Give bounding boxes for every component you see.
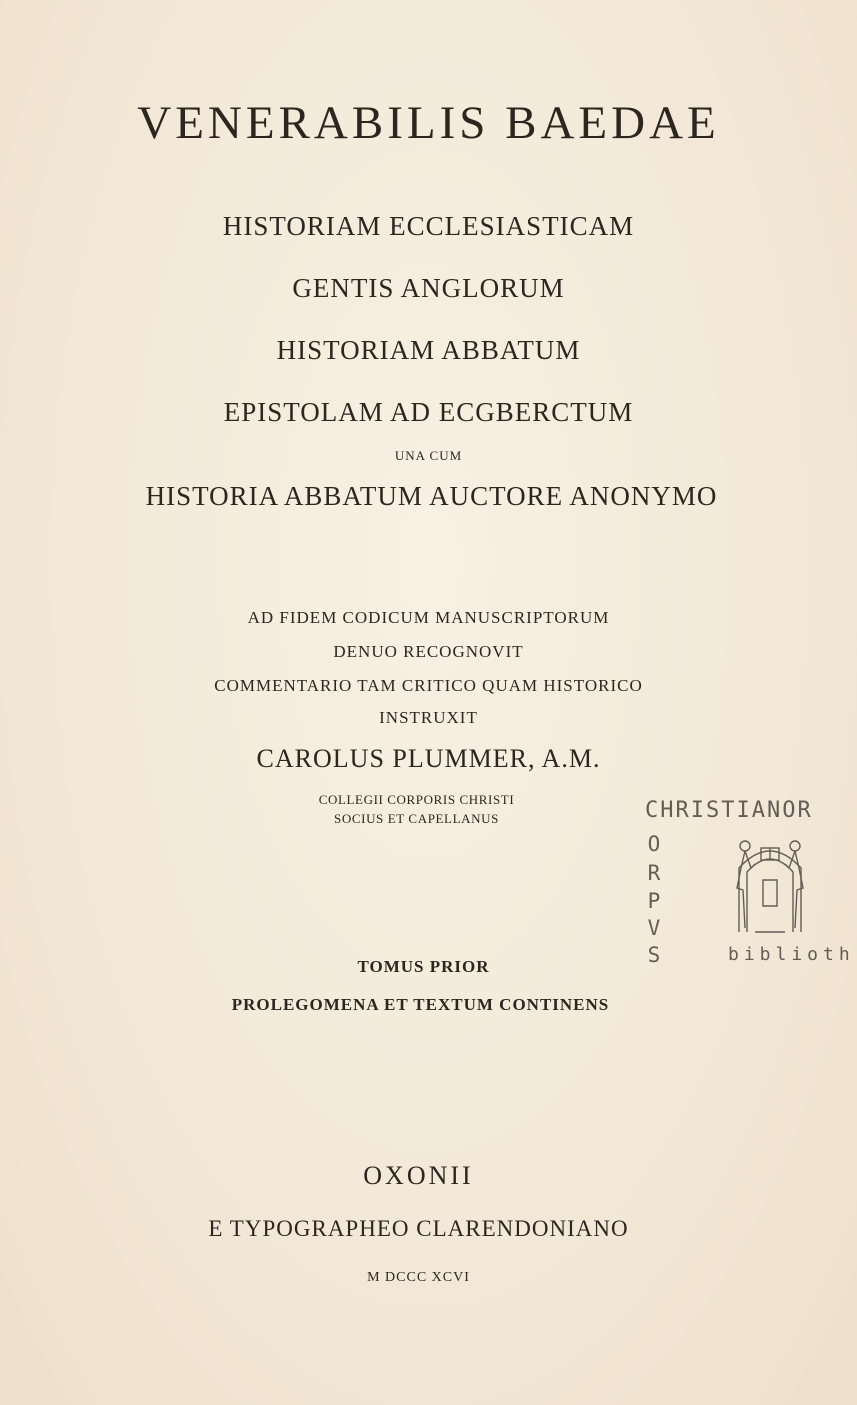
publication-year: M DCCC XCVI bbox=[367, 1270, 470, 1285]
stamp-emblem-icon bbox=[725, 828, 815, 938]
work-title-4: EPISTOLAM AD ECGBERCTUM bbox=[223, 397, 634, 427]
work-title-1: HISTORIAM ECCLESIASTICAM bbox=[222, 211, 635, 241]
stamp-letter: P bbox=[647, 889, 661, 913]
una-cum: UNA CUM bbox=[394, 448, 463, 463]
editorial-line-4: INSTRUXIT bbox=[379, 708, 478, 727]
stamp-letter: S bbox=[647, 943, 661, 967]
place-of-publication: OXONII bbox=[363, 1161, 474, 1190]
work-title-3: HISTORIAM ABBATUM bbox=[276, 335, 581, 365]
stamp-bottom-text: biblioth bbox=[728, 944, 855, 965]
library-stamp bbox=[630, 798, 857, 978]
stamp-top-text: CHRISTIANOR bbox=[645, 798, 813, 823]
work-title-2: GENTIS ANGLORUM bbox=[292, 273, 565, 303]
main-title: VENERABILIS BAEDAE bbox=[137, 97, 720, 149]
stamp-letter: R bbox=[647, 861, 661, 885]
affiliation-line-2: SOCIUS ET CAPELLANUS bbox=[334, 811, 499, 826]
affiliation-line-1: COLLEGII CORPORIS CHRISTI bbox=[318, 792, 515, 807]
stamp-letter: V bbox=[647, 916, 661, 940]
editor-name: CAROLUS PLUMMER, A.M. bbox=[256, 744, 601, 773]
publisher: E TYPOGRAPHEO CLARENDONIANO bbox=[208, 1216, 629, 1241]
editorial-line-3: COMMENTARIO TAM CRITICO QUAM HISTORICO bbox=[214, 676, 643, 695]
stamp-letter: O bbox=[647, 832, 661, 856]
volume-label: TOMUS PRIOR bbox=[357, 957, 490, 976]
editorial-line-1: AD FIDEM CODICUM MANUSCRIPTORUM bbox=[247, 608, 610, 627]
volume-contents: PROLEGOMENA ET TEXTUM CONTINENS bbox=[231, 995, 610, 1014]
editorial-line-2: DENUO RECOGNOVIT bbox=[333, 642, 524, 661]
anonymous-work-title: HISTORIA ABBATUM AUCTORE ANONYMO bbox=[145, 481, 718, 511]
